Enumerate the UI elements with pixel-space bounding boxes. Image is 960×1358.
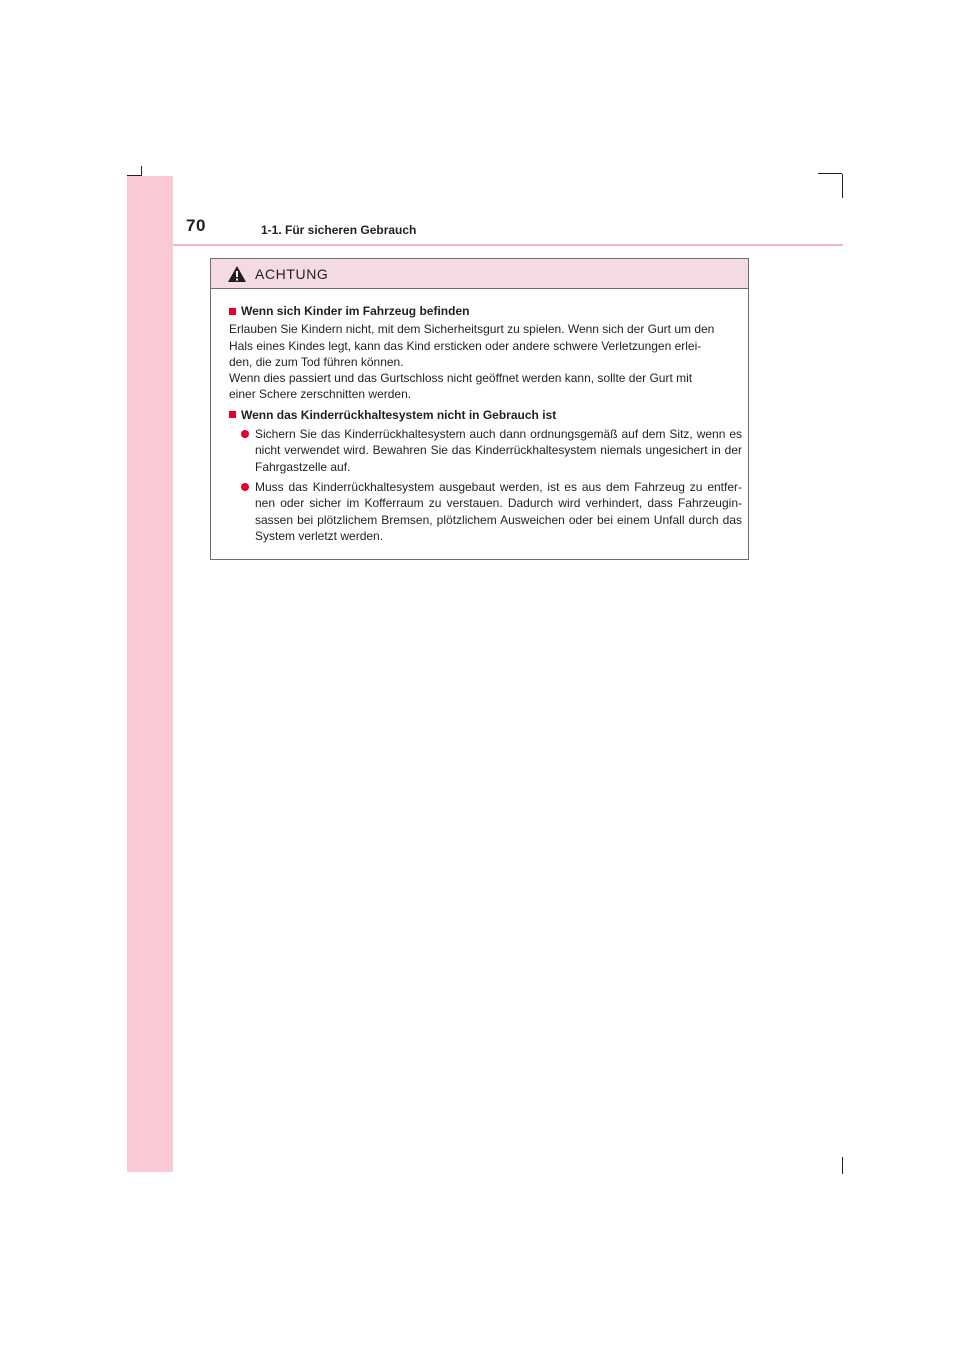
round-bullet-icon — [241, 483, 249, 491]
crop-mark-bottom-right-v — [842, 1157, 843, 1174]
warning-header — [211, 259, 748, 289]
warning-body — [211, 289, 748, 544]
paragraph-children-in-vehicle — [229, 321, 742, 402]
warning-box — [210, 258, 749, 560]
subheading-child-restraint-not-in-use: Wenn das Kinderrückhaltesystem nicht in Gebrauch ist — [229, 407, 742, 423]
list-item: Sichern Sie das Kinderrückhaltesystem auch dann ordnungsgemäß auf dem Sitz, wenn es nicht verwendet wird. Bewahren Sie das Kinderrückhaltesystem niemals ungesichert in der Fahrgastzelle auf. — [229, 426, 742, 475]
text-line: einer Schere zerschnitten werden. — [229, 387, 412, 402]
warning-triangle-icon — [227, 265, 247, 283]
text-line: Wenn dies passiert und das Gurtschloss nicht geöffnet werden kann, sollte der Gurt mit — [229, 371, 693, 386]
crop-mark-top-left-h — [127, 175, 142, 176]
square-bullet-icon — [229, 308, 236, 315]
subheading-children-in-vehicle: Wenn sich Kinder im Fahrzeug befinden — [229, 303, 742, 319]
section-title: 1-1. Für sicheren Gebrauch — [261, 223, 417, 237]
text-line: Hals eines Kindes legt, kann das Kind ersticken oder andere schwere Verletzungen erlei- — [229, 338, 702, 353]
text-line: Erlauben Sie Kindern nicht, mit dem Sicherheitsgurt zu spielen. Wenn sich der Gurt um den — [229, 322, 715, 337]
text-line: den, die zum Tod führen können. — [229, 354, 404, 369]
square-bullet-icon — [229, 411, 236, 418]
side-color-band — [127, 176, 173, 1172]
page-number: 70 — [186, 216, 206, 235]
header-rule — [173, 244, 843, 246]
bullet-list — [229, 426, 742, 544]
warning-label: ACHTUNG — [255, 265, 329, 282]
round-bullet-icon — [241, 430, 249, 438]
list-item: Muss das Kinderrückhaltesystem ausgebaut werden, ist es aus dem Fahrzeug zu entfer-nen oder sicher im Kofferraum zu verstauen. Dadurch wird verhindert, dass Fahrzeugin-sassen bei plötzlichem Bremsen, plötzlichem Ausweichen oder bei einem Unfall durch das System verletzt werden. — [229, 479, 742, 544]
crop-mark-top-right-v — [842, 174, 843, 198]
crop-mark-top-right-h — [818, 173, 842, 174]
